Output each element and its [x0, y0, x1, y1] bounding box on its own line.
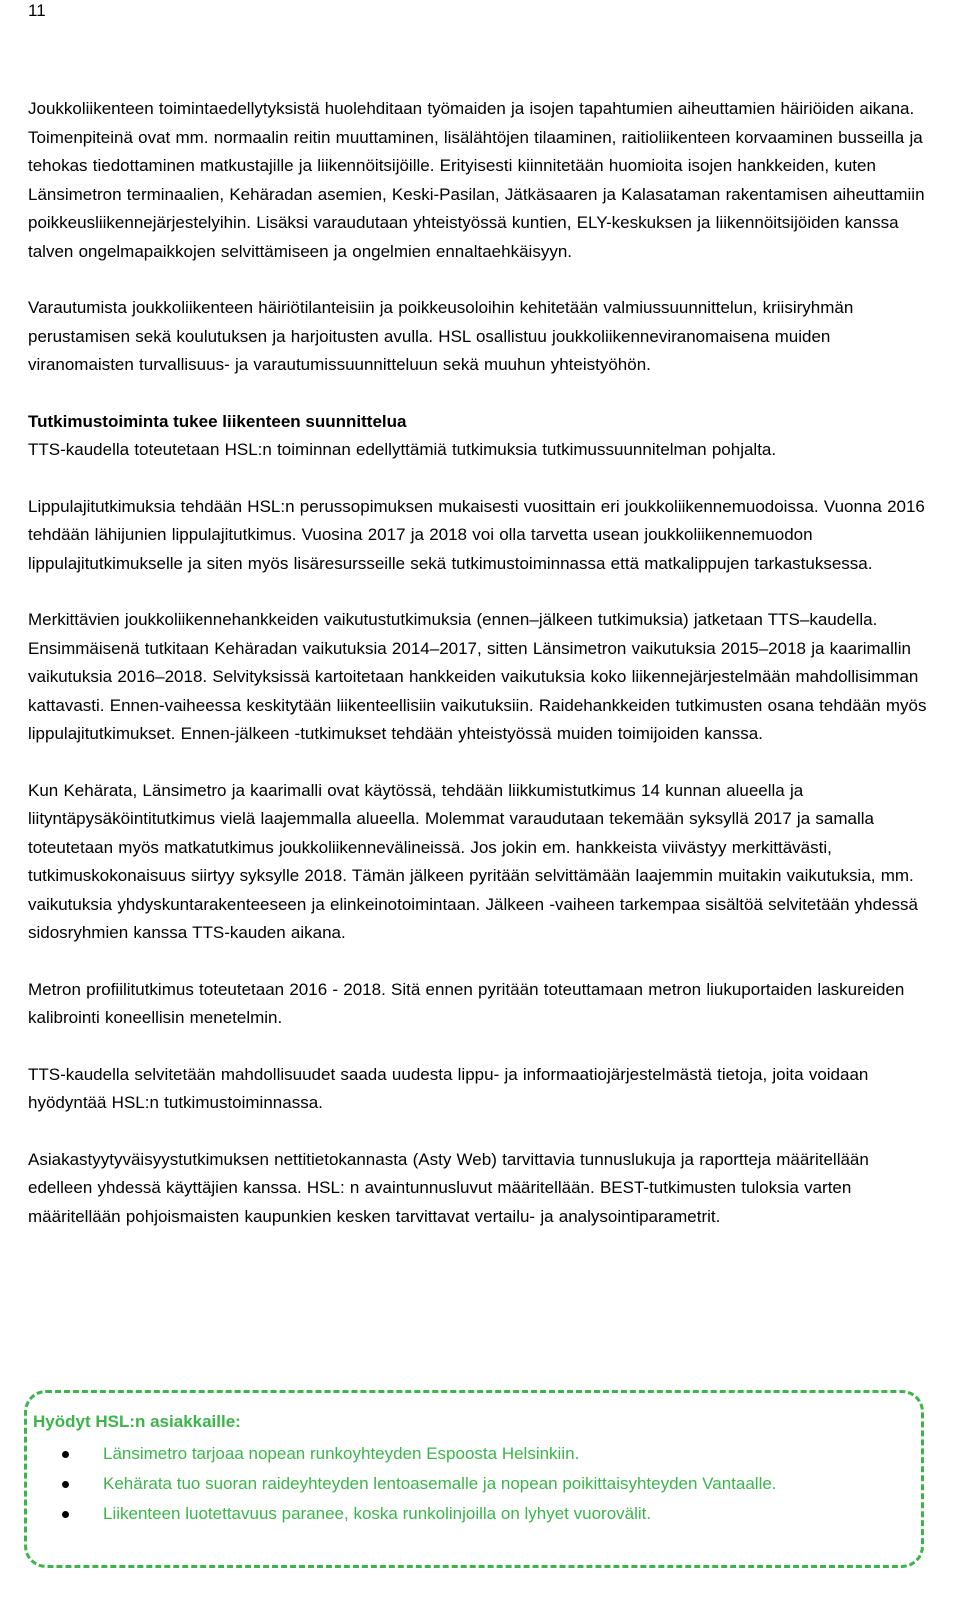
bullet-icon	[62, 1481, 69, 1488]
benefits-box	[24, 1390, 924, 1568]
paragraph-disruptions: Joukkoliikenteen toimintaedellytyksistä huolehditaan työmaiden ja isojen tapahtumien aiheuttamien häiriöiden aikana. Toimenpiteinä ovat mm. normaalin reitin muuttaminen, lisälähtöjen tilaaminen, raitioliikenteen korvaaminen busseilla ja tehokas tiedottaminen matkustajille ja liikennöitsijöille. Erityisesti kiinnitetään huomioita isojen hankkeiden, kuten Länsimetron terminaalien, Kehäradan asemien, Keski-Pasilan, Jätkäsaaren ja Kalasataman rakentamisen aiheuttamiin poikkeusliikennejärjestelyihin. Lisäksi varaudutaan yhteistyössä kuntien, ELY-keskuksen ja liikennöitsijöiden kanssa talven ongelmapaikkojen selvittämiseen ja ongelmien ennaltaehkäisyyn.	[28, 99, 925, 261]
paragraph-impact-studies: Merkittävien joukkoliikennehankkeiden vaikutustutkimuksia (ennen–jälkeen tutkimuksia) jatketaan TTS–kaudella. Ensimmäisenä tutkitaan Kehäradan vaikutuksia 2014–2017, sitten Länsimetron vaikutuksia 2015–2018 ja kaarimallin vaikutuksia 2016–2018. Selvityksissä kartoitetaan hankkeiden vaikutuksia koko liikennejärjestelmään mahdollisimman kattavasti. Ennen-vaiheessa keskitytään liikenteellisiin vaikutuksiin. Raidehankkeiden tutkimusten osana tehdään myös lippulajitutkimukset. Ennen-jälkeen -tutkimukset tehdään yhteistyössä muiden toimijoiden kanssa.	[28, 610, 927, 743]
paragraph-ticket-studies: Lippulajitutkimuksia tehdään HSL:n perussopimuksen mukaisesti vuosittain eri joukkoliikennemuodoissa. Vuonna 2016 tehdään lähijunien lippulajitutkimus. Vuosina 2017 ja 2018 voi olla tarvetta usean joukkoliikennemuodon lippulajitutkimukselle ja siten myös lisäresursseille sekä tutkimustoiminnassa että matkalippujen tarkastuksessa.	[28, 496, 925, 573]
benefit-text: Liikenteen luotettavuus paranee, koska runkolinjoilla on lyhyet vuorovälit.	[103, 1504, 652, 1523]
paragraph-preparedness: Varautumista joukkoliikenteen häiriötilanteisiin ja poikkeusoloihin kehitetään valmiussuunnittelun, kriisiryhmän perustamisen sekä koulutuksen ja harjoitusten avulla. HSL osallistuu joukkoliikenneviranomaisena muiden viranomaisten turvallisuus- ja varautumissuunnitteluun sekä muuhun yhteistyöhön.	[28, 298, 854, 374]
bullet-icon	[62, 1511, 69, 1518]
bullet-icon	[62, 1451, 69, 1458]
page-number: 11	[28, 1, 46, 20]
benefit-text: Kehärata tuo suoran raideyhteyden lentoasemalle ja nopean poikittaisyhteyden Vantaalle.	[103, 1474, 777, 1493]
paragraph-metro-profile: Metron profiilitutkimus toteutetaan 2016 - 2018. Sitä ennen pyritään toteuttamaan metron liukuportaiden laskureiden kalibrointi koneellisin menetelmin.	[28, 979, 905, 1027]
section-heading-research: Tutkimustoiminta tukee liikenteen suunnittelua	[28, 411, 407, 431]
list-item	[59, 1499, 777, 1529]
paragraph-ticketing-system: TTS-kaudella selvitetään mahdollisuudet saada uudesta lippu- ja informaatiojärjestelmästä tietoja, joita voidaan hyödyntää HSL:n tutkimustoiminnassa.	[28, 1064, 869, 1112]
paragraph-mobility-survey: Kun Kehärata, Länsimetro ja kaarimalli ovat käytössä, tehdään liikkumistutkimus 14 kunnan alueella ja liityntäpysäköintitutkimus vielä laajemmalla alueella. Molemmat varaudutaan tekemään syksyllä 2017 ja samalla toteutetaan myös matkatutkimus joukkoliikennevälineissä. Jos jokin em. hankkeista viivästyy merkittävästi, tutkimuskokonaisuus siirtyy syksylle 2018. Tämän jälkeen pyritään selvittämään laajemmin muitakin vaikutuksia, mm. vaikutuksia yhdyskuntarakenteeseen ja elinkeinotoimintaan. Jälkeen -vaiheen tarkempaa sisältöä selvitetään yhdessä sidosryhmien kanssa TTS-kauden aikana.	[28, 780, 918, 942]
benefit-text: Länsimetro tarjoaa nopean runkoyhteyden Espoosta Helsinkiin.	[103, 1444, 580, 1463]
paragraph-customer-satisfaction: Asiakastyytyväisyystutkimuksen nettitietokannasta (Asty Web) tarvittavia tunnuslukuja ja raportteja määritellään edelleen yhdessä käyttäjien kanssa. HSL: n avaintunnusluvut määritellään. BEST-tutkimusten tuloksia varten määritellään pohjoismaisten kaupunkien kesken tarvittavat vertailu- ja analysointiparametrit.	[28, 1149, 869, 1226]
list-item	[59, 1439, 777, 1469]
benefits-list	[59, 1439, 777, 1529]
paragraph-research-intro: TTS-kaudella toteutetaan HSL:n toiminnan edellyttämiä tutkimuksia tutkimussuunnitelman pohjalta.	[28, 440, 777, 459]
document-body	[28, 95, 933, 1259]
benefits-title: Hyödyt HSL:n asiakkaille:	[33, 1412, 241, 1431]
list-item	[59, 1469, 777, 1499]
